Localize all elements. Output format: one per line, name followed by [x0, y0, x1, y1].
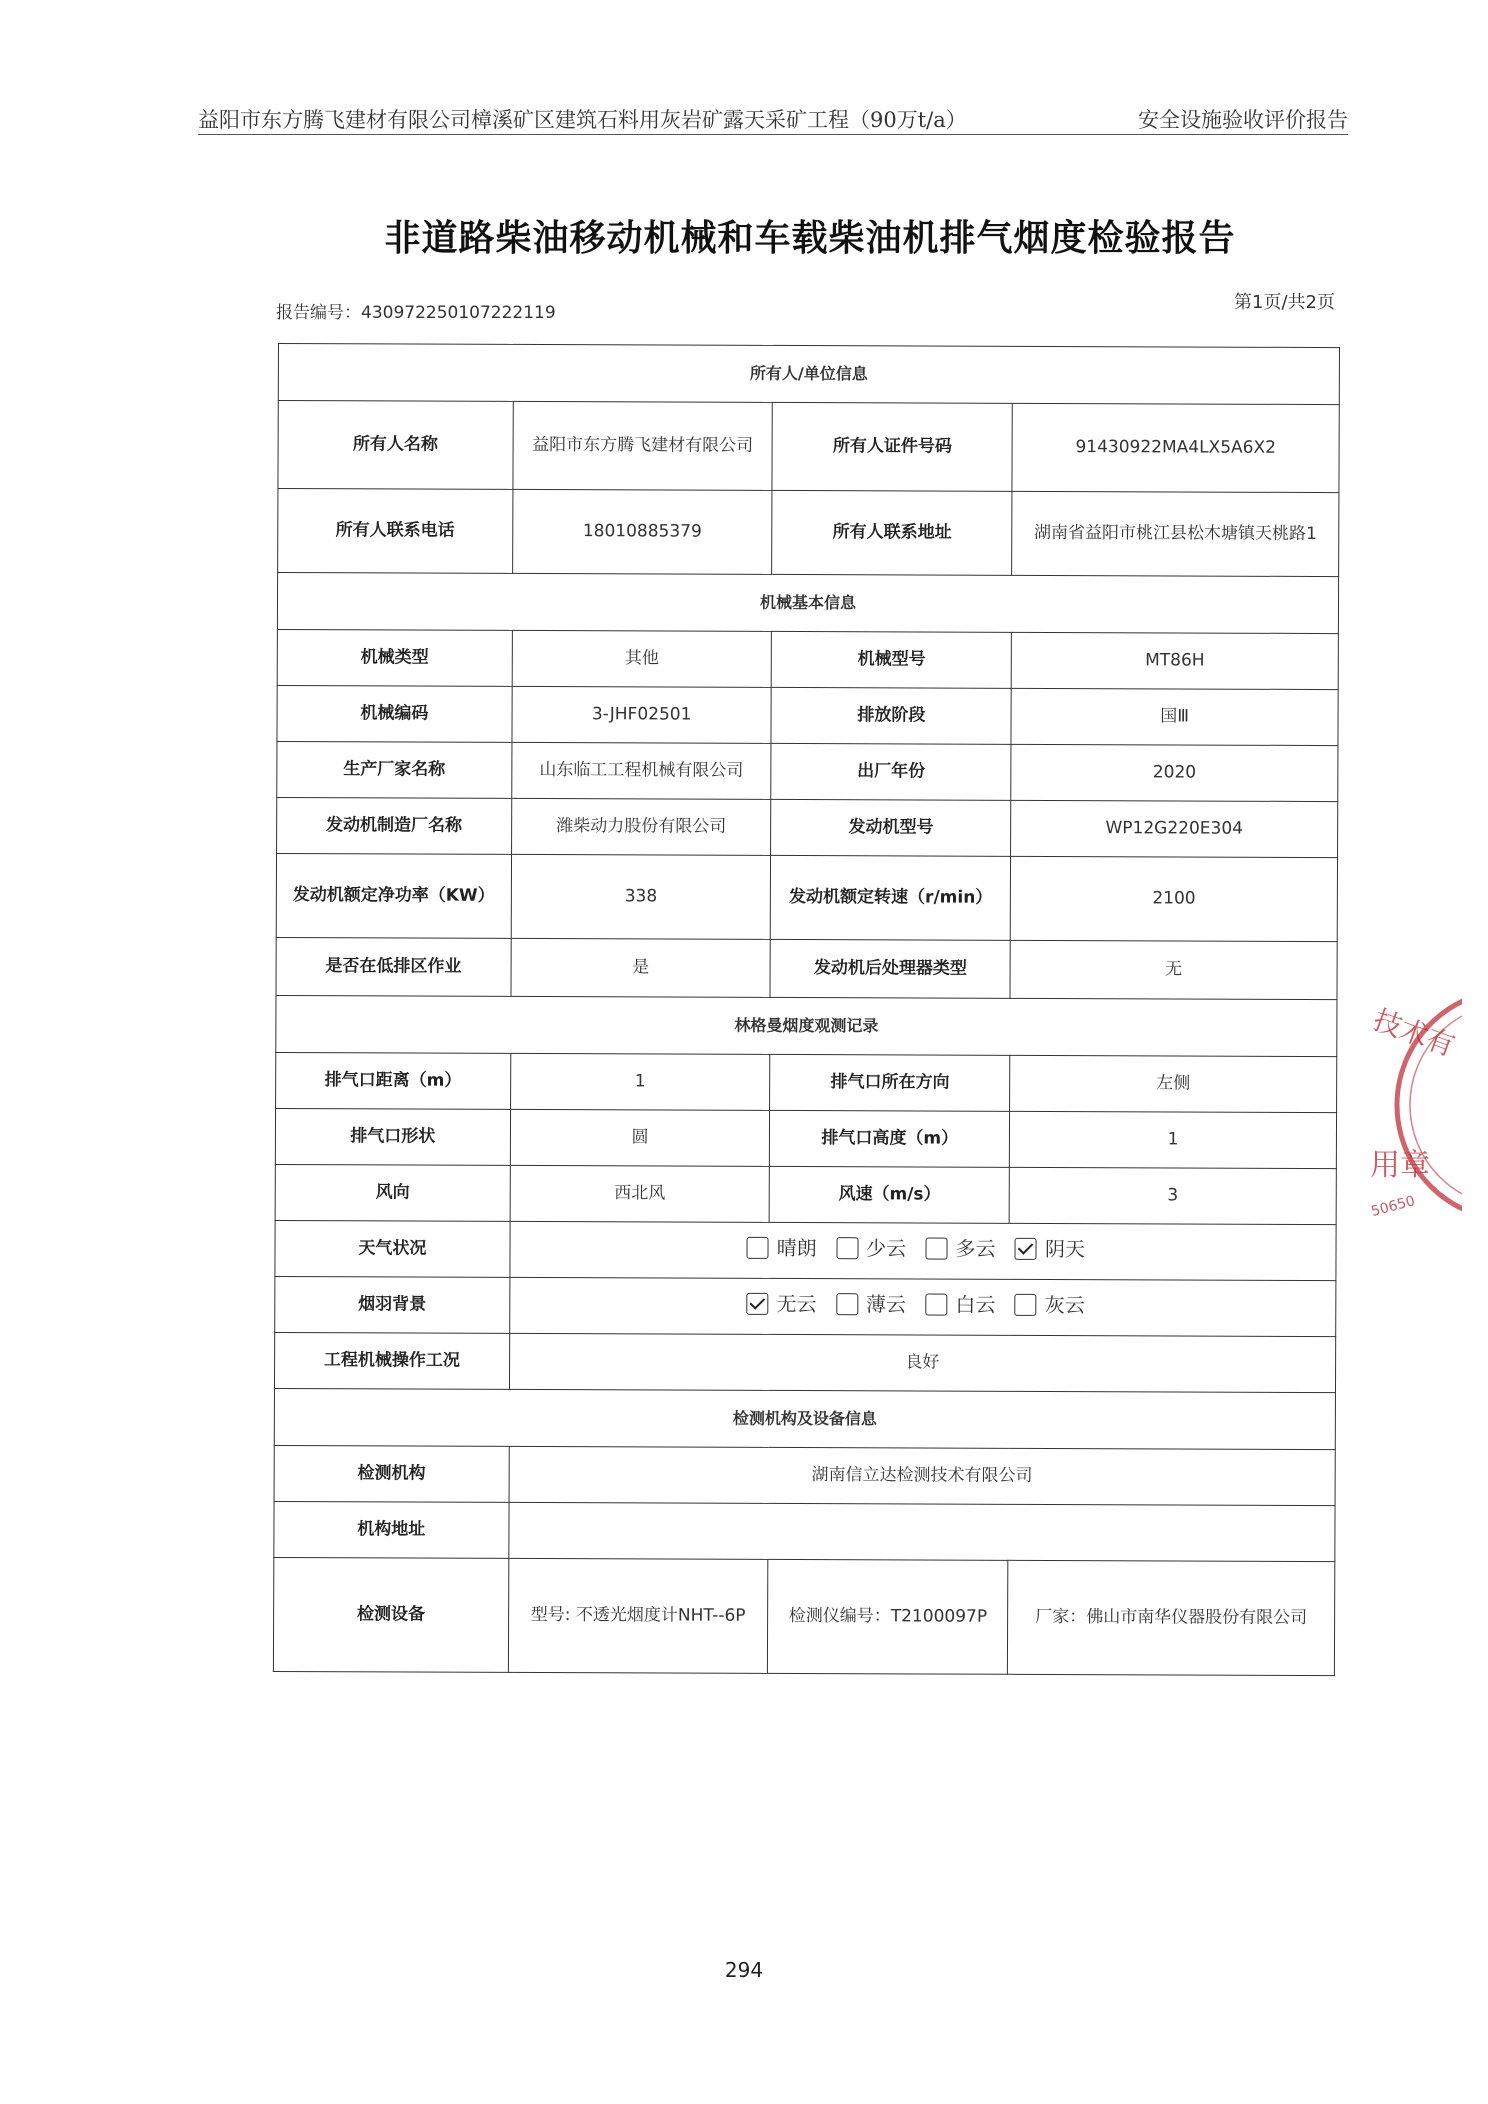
engine-model-label: 发动机型号 — [771, 799, 1011, 856]
owner-id-value: 91430922MA4LX5A6X2 — [1012, 403, 1339, 492]
svg-text:用章: 用章 — [1370, 1148, 1430, 1183]
equipment-number: 检测仪编号：T2100097P — [768, 1559, 1008, 1674]
weather-label: 天气状况 — [275, 1220, 510, 1277]
smoke-bg-option-label: 无云 — [776, 1292, 817, 1317]
machine-model-value: MT86H — [1011, 632, 1338, 689]
wind-speed-label: 风速（m/s） — [770, 1166, 1010, 1223]
exhaust-height-label: 排气口高度（m） — [770, 1110, 1010, 1167]
low-zone-label: 是否在低排区作业 — [276, 937, 511, 996]
report-number: 报告编号：430972250107222119 — [276, 303, 556, 323]
header-report-type: 安全设施验收评价报告 — [1138, 108, 1348, 132]
engine-speed-value: 2100 — [1010, 856, 1337, 941]
svg-text:技术有: 技术有 — [1368, 1003, 1460, 1063]
emission-stage-value: 国Ⅲ — [1011, 688, 1338, 745]
smoke-bg-option[interactable] — [836, 1289, 906, 1319]
smoke-bg-option[interactable] — [746, 1289, 816, 1319]
section-observation: 林格曼烟度观测记录 — [276, 995, 1337, 1056]
section-institution: 检测机构及设备信息 — [274, 1388, 1335, 1449]
wind-direction-label: 风向 — [275, 1164, 510, 1221]
owner-name-value: 益阳市东方腾飞建材有限公司 — [513, 401, 773, 490]
emission-stage-label: 排放阶段 — [771, 687, 1011, 744]
smoke-background-options — [509, 1277, 1336, 1336]
official-seal-stamp — [1362, 975, 1462, 1235]
exhaust-height-value: 1 — [1010, 1111, 1337, 1168]
aftertreatment-value: 无 — [1010, 940, 1337, 999]
smoke-bg-option-label: 灰云 — [1044, 1293, 1085, 1318]
weather-options — [510, 1221, 1337, 1280]
checkbox-icon[interactable] — [836, 1293, 858, 1315]
wind-speed-value: 3 — [1009, 1167, 1336, 1224]
exhaust-shape-value: 圆 — [510, 1109, 770, 1166]
engine-maker-label: 发动机制造厂名称 — [277, 797, 512, 854]
checkbox-icon[interactable] — [1015, 1294, 1037, 1316]
weather-option-label: 少云 — [866, 1236, 907, 1261]
institution-address-value — [509, 1502, 1336, 1561]
aftertreatment-label: 发动机后处理器类型 — [770, 939, 1010, 998]
page-of-label: 第1页/共2页 — [1234, 292, 1335, 313]
operating-condition-value: 良好 — [509, 1333, 1336, 1392]
smoke-background-label: 烟羽背景 — [275, 1276, 510, 1333]
owner-id-label: 所有人证件号码 — [772, 402, 1012, 491]
owner-address-value: 湖南省益阳市桃江县松木塘镇天桃路1 — [1012, 491, 1339, 576]
equipment-label: 检测设备 — [273, 1557, 508, 1672]
manufacturer-value: 山东临工工程机械有限公司 — [511, 742, 771, 799]
weather-option[interactable] — [1015, 1234, 1085, 1264]
owner-address-label: 所有人联系地址 — [772, 490, 1012, 575]
seal-icon — [1362, 975, 1462, 1235]
weather-option[interactable] — [836, 1233, 906, 1263]
section-machine: 机械基本信息 — [277, 573, 1338, 634]
equipment-maker: 厂家：佛山市南华仪器股份有限公司 — [1008, 1560, 1335, 1675]
engine-model-value: WP12G220E304 — [1011, 800, 1338, 857]
checkbox-icon[interactable] — [747, 1293, 769, 1315]
smoke-bg-option-label: 白云 — [955, 1292, 996, 1318]
institution-address-label: 机构地址 — [274, 1501, 509, 1558]
exhaust-direction-label: 排气口所在方向 — [770, 1054, 1010, 1111]
checkbox-icon[interactable] — [747, 1237, 769, 1259]
wind-direction-value: 西北风 — [510, 1165, 770, 1222]
checkbox-icon[interactable] — [836, 1237, 858, 1259]
engine-power-value: 338 — [511, 854, 771, 939]
engine-maker-value: 潍柴动力股份有限公司 — [511, 798, 771, 855]
owner-phone-value: 18010885379 — [512, 489, 772, 574]
exhaust-distance-label: 排气口距离（m） — [276, 1052, 511, 1109]
operating-condition-label: 工程机械操作工况 — [274, 1332, 509, 1389]
institution-label: 检测机构 — [274, 1445, 509, 1502]
header-project-title: 益阳市东方腾飞建材有限公司樟溪矿区建筑石料用灰岩矿露天采矿工程（90万t/a） — [198, 108, 967, 132]
owner-name-label: 所有人名称 — [278, 401, 513, 490]
smoke-bg-option-label: 薄云 — [865, 1292, 906, 1317]
machine-type-value: 其他 — [512, 630, 772, 687]
weather-option-label: 晴朗 — [776, 1236, 817, 1261]
owner-phone-label: 所有人联系电话 — [278, 489, 513, 574]
smoke-bg-option[interactable] — [925, 1290, 995, 1320]
equipment-model: 型号: 不透光烟度计NHT--6P — [508, 1558, 768, 1673]
checkbox-icon[interactable] — [1015, 1238, 1037, 1260]
year-value: 2020 — [1011, 744, 1338, 801]
checkbox-icon[interactable] — [926, 1238, 948, 1260]
year-label: 出厂年份 — [771, 743, 1011, 800]
engine-power-label: 发动机额定净功率（KW） — [276, 853, 511, 938]
manufacturer-label: 生产厂家名称 — [277, 741, 512, 798]
section-owner: 所有人/单位信息 — [278, 344, 1339, 405]
low-zone-value: 是 — [511, 938, 771, 997]
exhaust-distance-value: 1 — [510, 1053, 770, 1110]
institution-value: 湖南信立达检测技术有限公司 — [509, 1446, 1336, 1505]
exhaust-direction-value: 左侧 — [1010, 1055, 1337, 1112]
exhaust-shape-label: 排气口形状 — [275, 1108, 510, 1165]
machine-model-label: 机械型号 — [772, 631, 1012, 688]
page-number: 294 — [724, 1958, 764, 1982]
weather-option[interactable] — [926, 1234, 996, 1264]
weather-option[interactable] — [747, 1233, 817, 1263]
machine-code-value: 3-JHF02501 — [512, 686, 772, 743]
smoke-bg-option[interactable] — [1015, 1290, 1085, 1320]
report-title: 非道路柴油移动机械和车载柴油机排气烟度检验报告 — [384, 218, 1236, 259]
machine-code-label: 机械编码 — [277, 685, 512, 742]
inspection-table — [273, 343, 1340, 1676]
header-rule — [198, 134, 1348, 135]
svg-text:50650: 50650 — [1369, 1193, 1417, 1221]
engine-speed-label: 发动机额定转速（r/min） — [771, 855, 1011, 940]
weather-option-label: 阴天 — [1044, 1237, 1086, 1262]
machine-type-label: 机械类型 — [277, 629, 512, 686]
checkbox-icon[interactable] — [925, 1294, 947, 1316]
weather-option-label: 多云 — [955, 1236, 996, 1262]
